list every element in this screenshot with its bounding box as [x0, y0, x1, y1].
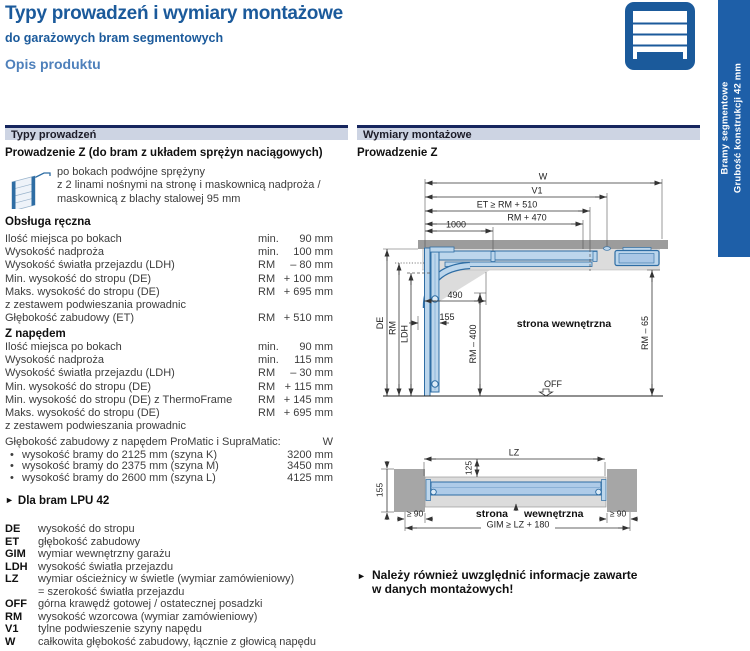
spec-row: Ilość miejsca po bokach min. 90 mm: [5, 233, 333, 245]
manual-spec-table: [5, 233, 348, 325]
side-tab-line2: Grubość konstrukcji 42 mm: [732, 62, 744, 194]
spec-row: Min. wysokość do stropu (DE) RM + 115 mm: [5, 380, 333, 393]
side-tab-line1: Bramy segmentowe: [719, 81, 731, 175]
side-section-drawing: [357, 168, 700, 430]
side-tab: [718, 0, 750, 257]
abbr-row: DE wysokość do stropu: [5, 523, 135, 535]
manual-heading: Obsługa ręczna: [5, 216, 91, 228]
drawing-heading: Prowadzenie Z: [357, 147, 438, 159]
dim-label-lz: LZ: [508, 447, 520, 458]
section-title: Opis produktu: [5, 56, 101, 72]
spec-row: Wysokość światła przejazdu (LDH) RM – 30 mm: [5, 367, 333, 380]
abbreviation-list: [5, 523, 316, 648]
inside-label: strona wewnętrzna: [516, 318, 612, 330]
track-type-heading: Prowadzenie Z (do bram z układem sprężyn naciągowych): [5, 147, 323, 159]
track-description: po bokach podwójne sprężyny z 2 linami nośnymi na stronę i maskownicą nadproża / maskownicą z blachy stalowej 95 mm: [57, 166, 321, 205]
dim-label-gim: GIM ≥ LZ + 180: [486, 519, 550, 530]
abbr-row: RM wysokość wzorcowa (wymiar zamówieniowy): [5, 610, 258, 623]
spec-row: Ilość miejsca po bokach min. 90 mm: [5, 341, 333, 353]
sectional-door-icon: [625, 2, 695, 72]
triangle-right-icon: ►: [5, 495, 14, 505]
page-title: Typy prowadzeń i wymiary montażowe: [5, 3, 343, 24]
powered-heading: Z napędem: [5, 328, 66, 340]
inside-label-left: strona: [475, 508, 508, 520]
spec-row: Wysokość nadproża min. 115 mm: [5, 354, 333, 367]
dim-label-155: 155: [439, 312, 455, 322]
dim-label-rm: RM: [387, 321, 398, 335]
abbr-row-continuation: = szerokość światła przejazdu: [38, 585, 185, 598]
spec-row: Maks. wysokość do stropu (DE) RM + 695 mm: [5, 406, 333, 419]
powered-spec-table: [5, 341, 348, 433]
door-thumbnail: [8, 169, 52, 209]
operator-head: [615, 248, 659, 266]
dimension-gim: [405, 520, 630, 530]
spec-row: Min. wysokość do stropu (DE) z ThermoFrame RM + 145 mm: [5, 393, 333, 406]
right-section-bar: Wymiary montażowe: [357, 125, 700, 140]
depth-row: • wysokość bramy do 2375 mm (szyna M) 3450 mm: [10, 460, 333, 473]
plan-section-drawing: [357, 440, 700, 545]
dimension-125: [464, 459, 478, 477]
operator-depth-table: [5, 436, 348, 484]
bullet: •: [10, 460, 14, 473]
spec-row: Maks. wysokość do stropu (DE) RM + 695 mm: [5, 285, 333, 298]
abbr-row: LZ wymiar ościeżnicy w świetle (wymiar zamówieniowy): [5, 573, 295, 585]
lpu-note: ► Dla bram LPU 42: [5, 495, 110, 507]
dim-label-1000: 1000: [445, 219, 467, 230]
dimension-rm65: [640, 270, 660, 396]
page-subtitle: do garażowych bram segmentowych: [5, 31, 224, 45]
spec-row: z zestawem podwieszania prowadnic: [5, 298, 186, 311]
left-section-bar: Typy prowadzeń: [5, 125, 348, 140]
bullet: •: [10, 448, 14, 461]
dimension-rm400: [468, 293, 486, 396]
dimension-lz: [424, 448, 605, 477]
dim-label-w: W: [538, 171, 548, 182]
dimension-w: [425, 172, 662, 248]
dim-label-rm400: RM – 400: [468, 324, 478, 364]
abbr-row: W całkowita głębokość zabudowy, łącznie z głowicą napędu: [5, 635, 317, 648]
spec-row: Wysokość światła przejazdu (LDH) RM – 80 mm: [5, 259, 333, 272]
dim-label-490: 490: [447, 290, 463, 300]
depth-row: • wysokość bramy do 2600 mm (szyna L) 4125 mm: [10, 471, 333, 484]
assembly-note: ► Należy również uwzględnić informacje zawarte w danych montażowych!: [357, 568, 638, 596]
abbr-row: GIM wymiar wewnętrzny garażu: [5, 548, 171, 560]
spec-row: Min. wysokość do stropu (DE) RM + 100 mm: [5, 272, 333, 285]
dim-label-et: ET ≥ RM + 510: [476, 199, 538, 210]
abbr-row: V1 tylne podwieszenie szyny napędu: [5, 623, 202, 635]
dimension-155-plan: [375, 461, 395, 520]
abbr-row: LDH wysokość światła przejazdu: [5, 560, 174, 573]
door-panel-plan: [425, 477, 606, 507]
spec-row: z zestawem podwieszania prowadnic: [5, 420, 186, 433]
dim-label-rm470: RM + 470: [507, 212, 547, 223]
dim-label-side-right: ≥ 90: [609, 508, 627, 519]
dim-label-v1: V1: [531, 185, 543, 196]
depth-heading-row: Głębokość zabudowy z napędem ProMatic i SupraMatic: W: [5, 436, 333, 448]
off-marker: [540, 379, 563, 396]
abbr-row: OFF górna krawędź gotowej / ostatecznej posadzki: [5, 598, 263, 610]
spec-row: Wysokość nadproża min. 100 mm: [5, 246, 333, 259]
depth-row: • wysokość bramy do 2125 mm (szyna K) 3200 mm: [10, 448, 333, 461]
bullet: •: [10, 471, 14, 484]
inside-label-right: wewnętrzna: [524, 508, 584, 520]
depth-col-w: W: [322, 436, 333, 448]
off-label: OFF: [544, 379, 562, 389]
dim-label-ldh: LDH: [399, 324, 410, 344]
dim-label-side-left: ≥ 90: [406, 508, 424, 519]
dim-label-rm65: RM – 65: [640, 315, 650, 351]
dim-label-de: DE: [375, 316, 385, 330]
spec-row: Głębokość zabudowy (ET) RM + 510 mm: [5, 312, 333, 325]
dim-label-155-plan: 155: [374, 482, 385, 498]
dim-label-125: 125: [463, 460, 474, 476]
triangle-right-icon: ►: [357, 571, 366, 581]
abbr-row: ET głębokość zabudowy: [5, 535, 141, 548]
side-tab-text: [719, 0, 750, 257]
